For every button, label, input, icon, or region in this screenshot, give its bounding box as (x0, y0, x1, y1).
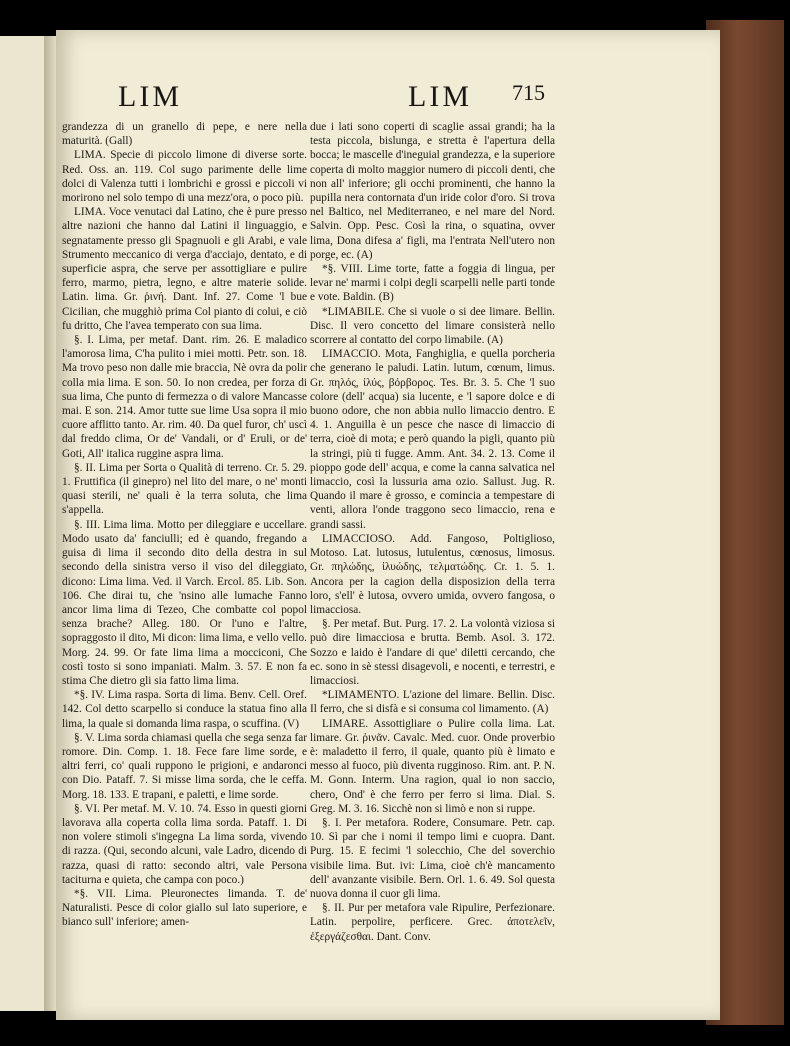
entry-lima-1: LIMA. Specie di piccolo limone di diverse sorte. Red. Oss. an. 119. Col sugo parimente delle lime dolci di Valenza tutti i lombrichi e grossi e piccoli vi morirono nel solo tempo di una mezz'ora, o poco più. (62, 149, 307, 205)
page-number: 715 (512, 80, 545, 105)
entry-lima-s2: §. II. Lima per Sorta o Qualità di terreno. Cr. 5. 29. 1. Fruttifica (il ginepro) nel lito del mare, o ne' monti quasi sterili, ne' quali è la terra soluta, che lima s'appella. (62, 461, 307, 517)
facing-page-fragment (0, 36, 50, 1011)
entry-lima-s6: §. VI. Per metaf. M. V. 10. 74. Esso in questi giorni lavorava alla coperta colla lima sorda. Pataff. 1. Di non volere stimoli s'ingegna La lima sorda, vivendo di razza. (Qui, secondo alcuni, vale Ladro, dicendo di razza, quasi di ratto: secondo altri, vale Persona taciturna e quieta, che campa con poco.) (62, 802, 307, 886)
entry-lima-s7-continued: due i lati sono coperti di scaglie assai grandi; ha la testa piccola, bislunga, e stretta è l'apertura della bocca; le mascelle d'ineguial grandezza, e la superiore coperta di molto maggior numero di piccoli denti, che non all' inferiore; gli occhi prominenti, che hanno la pupilla nera contornata d'un iride color d'oro. Si trova nel Baltico, nel Mediterraneo, e nel mare del Nord. Salvin. Opp. Pesc. Così la rina, o squatina, ovver lima, Dona difesa a' figli, ma l'entrata Nell'utero non porge, ec. (A) (310, 121, 555, 261)
entry-lima-s8: *§. VIII. Lime torte, fatte a foggia di lingua, per levar ne' marmi i colpi degli scarpelli nelle parti tonde e vote. Baldin. (B) (310, 263, 555, 304)
entry-lima-s5: §. V. Lima sorda chiamasi quella che sega senza far romore. Din. Comp. 1. 18. Fece fare lime sorde, e altri ferri, co' quali ruppono le prigioni, e andaronci con Dio. Pataff. 7. Si misse lima sorda, che le ceffa. Morg. 18. 133. E trapani, e paletti, e lime sorde. (62, 731, 307, 801)
entry-lima-2: LIMA. Voce venutaci dal Latino, che è pure presso altre nazioni che hanno dal Latini il linguaggio, e segnatamente presso gli Spagnuoli e gli Arabi, e vale Strumento meccanico di verga d'acciajo, dentato, e di superficie aspra, che serve per assottigliare e pulire ferro, marmo, pietra, legno, e altre materie solide. Latin. lima. Gr. ῥινή. Dant. Inf. 27. Come 'l bue Cicilian, che mugghiò prima Col pianto di colui, e ciò fu dritto, Che l'avea temperato con sua lima. (62, 206, 307, 332)
entry-limare-s2: §. II. Pur per metafora vale Ripulire, Perfezionare. Latin. perpolire, perficere. Grec. ἀποτελεῖν, ἐξεργάζεσθαι. Dant. Conv. (310, 902, 555, 943)
left-column (62, 120, 307, 930)
entry-limaccioso: LIMACCIOSO. Add. Fangoso, Poltiglioso, Motoso. Lat. lutosus, lutulentus, cœnosus, limosus. Gr. πηλώδης, ἰλυώδης, τελματώδης. Cr. 1. 5. 1. Ancora per la cagion della disposizion della terra loro, s'ell' è lutosa, ovvero umida, ovvero fangosa, o limacciosa. (310, 532, 555, 616)
entry-continuation: grandezza di un granello di pepe, e nere nella maturità. (Gall) (62, 121, 307, 148)
entry-lima-s7: *§. VII. Lima. Pleuronectes limanda. T. de' Naturalisti. Pesce di color giallo sul lato superiore, e bianco sull' inferiore; amen- (62, 887, 307, 929)
right-column (310, 120, 555, 944)
entry-limaccioso-metaf: §. Per metaf. But. Purg. 17. 2. La volontà viziosa si può dire limacciosa e brutta. Bemb. Asol. 3. 172. Sozzo e laido è l'andare di que' diletti cercando, che ec. sono in sè stessi disagevoli, e nocenti, e terrestri, e limacciosi. (310, 618, 555, 687)
entry-limaccio: LIMACCIO. Mota, Fanghiglia, e quella porcheria che generano le paludi. Latin. lutum, cœnum, limus. Gr. πηλός, ἰλύς, βόρβορος. Tes. Br. 3. 5. Che 'l suo colore (dell' acqua) sia lucente, e 'l sapore dolce e di buono odore, che non abbia nullo limaccio dentro. E 4. 1. Anguilla è un pesce che nasce di limaccio di terra, cioè di mota; e però quando la pigli, quanto più la stringi, più ti fugge. Amm. Ant. 34. 2. 13. Come il pioppo gode dell' acqua, e come la canna salvatica nel limaccio, così la lussuria ama ozio. Sallust. Jug. R. Quando il mare è grosso, e comincia a tempestare di venti, allora l'onde traggono seco limaccio, rena e grandi sassi. (310, 348, 555, 531)
guide-word-right: LIM (408, 80, 472, 113)
entry-lima-s3: §. III. Lima lima. Motto per dileggiare e uccellare. Modo usato da' fanciulli; ed è quando, fregando a guisa di lima il secondo dito della destra in sul secondo della sinistra verso il viso del dileggiato, dicono: Lima lima. Ved. il Varch. Ercol. 85. Lib. Son. 106. Che dirai tu, che 'nsino alle lumache Fanno ancor lima lima di Tezeo, Che combatte col popol senza brache? Alleg. 180. Or l'uno e l'altre, sopraggosto il dito, Mi dicon: lima lima, e vello vello. Morg. 24. 99. Or fate lima lima a mocciconi, Che costì tosto si sono impaniati. Malm. 3. 57. E non fa stima Che dietro gli sia fatto lima lima. (62, 518, 307, 687)
entry-limabile: *LIMABILE. Che si vuole o si dee limare. Bellin. Disc. Il vero concetto del limare consisterà nello scorrere al contatto del corpo limabile. (A) (310, 305, 555, 347)
guide-word-left: LIM (118, 80, 182, 113)
entry-limamento: *LIMAMENTO. L'azione del limare. Bellin. Disc. Il ferro, che si disfà e si consuma col limamento. (A) (310, 689, 555, 716)
entry-limare: LIMARE. Assottigliare o Pulire colla lima. Lat. limare. Gr. ῥινᾶν. Cavalc. Med. cuor. Onde proverbio è: maladetto il ferro, il quale, quanto più è limato e messo al fuoco, più diventa rugginoso. Rim. ant. P. N. M. Gonn. Interm. Una ragion, qual io non saccio, chero, Ond' è che ferro per ferro si lima. Dial. S. Greg. M. 3. 16. Sicchè non si limò e non si ruppe. (310, 717, 555, 815)
entry-limare-s1: §. I. Per metafora. Rodere, Consumare. Petr. cap. 10. Sì par che i nomi il tempo limi e cuopra. Dant. Purg. 15. E fecimi 'l solecchio, Che del soverchio visibile lima. But. ivi: Lima, cioè ch'è mancamento dell' avanzante visibile. Bern. Orl. 1. 6. 49. Sol questa nuova donna il cuor gli lima. (310, 816, 555, 900)
entry-lima-s1: §. I. Lima, per metaf. Dant. rim. 26. E maladico l'amorosa lima, C'ha pulito i miei motti. Petr. son. 18. Ma trovo peso non dalle mie braccia, Nè ovra da polir colla mia lima. E son. 50. Io non credea, per forza di sua lima, Che punto di fermezza o di valore Mancasse mai. E son. 214. Amor tutte sue lime Usa sopra il mio cuore afflitto tanto. Ar. rim. 40. Da quel furor, ch' uscì dal freddo clima, Or de' Vandali, or d' Eruli, or de' Goti, All' italica ruggine aspra lima. (62, 334, 307, 460)
entry-lima-s4: *§. IV. Lima raspa. Sorta di lima. Benv. Cell. Oref. 142. Col detto scarpello si conduce la statua fino alla lima, la quale si domanda lima raspa, o scuffina. (V) (62, 689, 307, 730)
